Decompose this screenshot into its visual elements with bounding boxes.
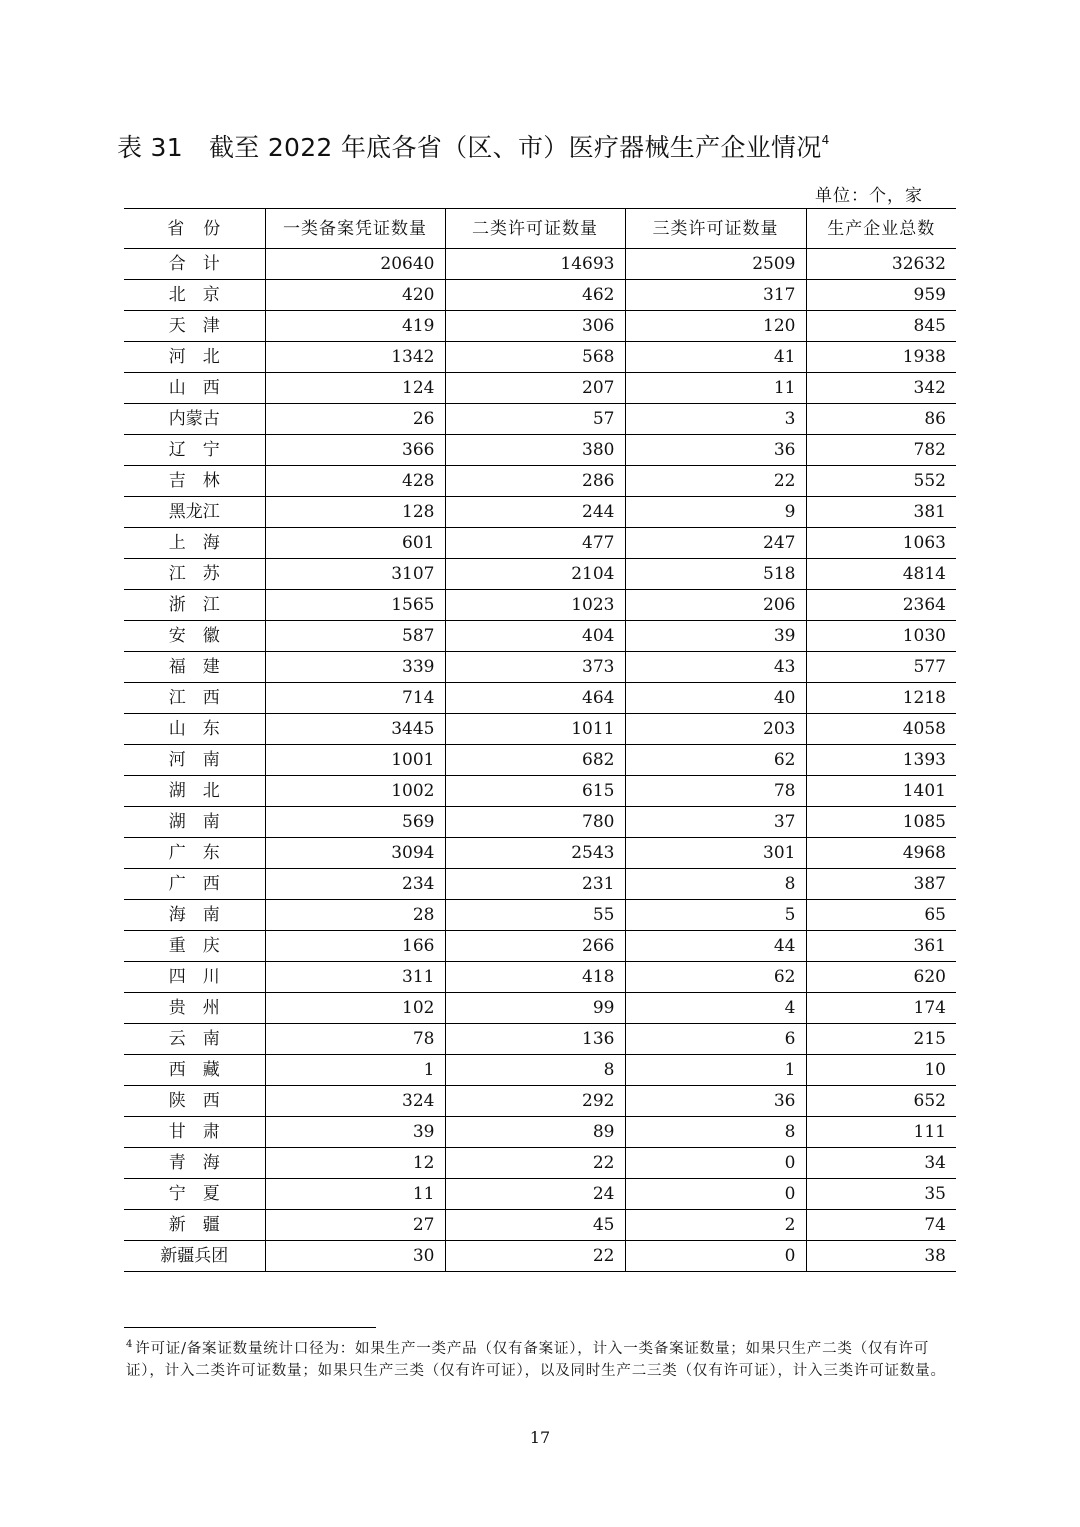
value-cell: 387 bbox=[806, 869, 956, 900]
value-cell: 174 bbox=[806, 993, 956, 1024]
value-cell: 10 bbox=[806, 1055, 956, 1086]
table-row bbox=[124, 838, 956, 869]
table-row bbox=[124, 621, 956, 652]
value-cell: 11 bbox=[625, 373, 806, 404]
value-cell: 1001 bbox=[265, 745, 445, 776]
value-cell: 37 bbox=[625, 807, 806, 838]
table-row bbox=[124, 652, 956, 683]
value-cell: 9 bbox=[625, 497, 806, 528]
table-row bbox=[124, 807, 956, 838]
value-cell: 1085 bbox=[806, 807, 956, 838]
province-cell: 贵 州 bbox=[124, 993, 265, 1024]
value-cell: 166 bbox=[265, 931, 445, 962]
value-cell: 89 bbox=[445, 1117, 625, 1148]
value-cell: 27 bbox=[265, 1210, 445, 1241]
unit-label: 单位：个，家 bbox=[815, 186, 923, 206]
table-row bbox=[124, 590, 956, 621]
table-row bbox=[124, 280, 956, 311]
value-cell: 0 bbox=[625, 1148, 806, 1179]
value-cell: 1063 bbox=[806, 528, 956, 559]
value-cell: 38 bbox=[806, 1241, 956, 1272]
value-cell: 4968 bbox=[806, 838, 956, 869]
province-cell: 山 西 bbox=[124, 373, 265, 404]
data-table bbox=[124, 208, 956, 1272]
value-cell: 1565 bbox=[265, 590, 445, 621]
table-row bbox=[124, 1210, 956, 1241]
footnote-text: 许可证/备案证数量统计口径为：如果生产一类产品（仅有备案证），计入一类备案证数量；如果只生产二类（仅有许可证），计入二类许可证数量；如果只生产三类（仅有许可证），以及同时生产二三类（仅有许可证），计入三类许可证数量。 bbox=[126, 1341, 946, 1379]
value-cell: 111 bbox=[806, 1117, 956, 1148]
table-row bbox=[124, 993, 956, 1024]
value-cell: 587 bbox=[265, 621, 445, 652]
table-title-text: 截至 2022 年底各省（区、市）医疗器械生产企业情况 bbox=[208, 133, 822, 162]
value-cell: 339 bbox=[265, 652, 445, 683]
value-cell: 57 bbox=[445, 404, 625, 435]
province-cell: 福 建 bbox=[124, 652, 265, 683]
value-cell: 1342 bbox=[265, 342, 445, 373]
table-header-row bbox=[124, 209, 956, 249]
value-cell: 0 bbox=[625, 1241, 806, 1272]
value-cell: 714 bbox=[265, 683, 445, 714]
value-cell: 32632 bbox=[806, 249, 956, 280]
value-cell: 420 bbox=[265, 280, 445, 311]
value-cell: 419 bbox=[265, 311, 445, 342]
province-cell: 甘 肃 bbox=[124, 1117, 265, 1148]
table-number: 表 31 bbox=[117, 133, 183, 162]
table-row bbox=[124, 1148, 956, 1179]
value-cell: 306 bbox=[445, 311, 625, 342]
total-row bbox=[124, 249, 956, 280]
value-cell: 30 bbox=[265, 1241, 445, 1272]
value-cell: 247 bbox=[625, 528, 806, 559]
value-cell: 342 bbox=[806, 373, 956, 404]
province-cell: 新 疆 bbox=[124, 1210, 265, 1241]
province-cell: 江 西 bbox=[124, 683, 265, 714]
value-cell: 462 bbox=[445, 280, 625, 311]
column-header: 生产企业总数 bbox=[806, 209, 956, 249]
value-cell: 4 bbox=[625, 993, 806, 1024]
province-cell: 黑龙江 bbox=[124, 497, 265, 528]
value-cell: 652 bbox=[806, 1086, 956, 1117]
province-cell: 吉 林 bbox=[124, 466, 265, 497]
column-header: 二类许可证数量 bbox=[445, 209, 625, 249]
footnote-mark: 4 bbox=[126, 1339, 134, 1350]
value-cell: 55 bbox=[445, 900, 625, 931]
value-cell: 266 bbox=[445, 931, 625, 962]
value-cell: 39 bbox=[625, 621, 806, 652]
column-header: 一类备案凭证数量 bbox=[265, 209, 445, 249]
value-cell: 6 bbox=[625, 1024, 806, 1055]
value-cell: 44 bbox=[625, 931, 806, 962]
province-cell: 四 川 bbox=[124, 962, 265, 993]
value-cell: 244 bbox=[445, 497, 625, 528]
value-cell: 8 bbox=[625, 1117, 806, 1148]
table-row bbox=[124, 962, 956, 993]
value-cell: 74 bbox=[806, 1210, 956, 1241]
table-row bbox=[124, 683, 956, 714]
value-cell: 380 bbox=[445, 435, 625, 466]
value-cell: 8 bbox=[445, 1055, 625, 1086]
value-cell: 577 bbox=[806, 652, 956, 683]
value-cell: 1030 bbox=[806, 621, 956, 652]
value-cell: 120 bbox=[625, 311, 806, 342]
table-row bbox=[124, 931, 956, 962]
value-cell: 845 bbox=[806, 311, 956, 342]
value-cell: 477 bbox=[445, 528, 625, 559]
value-cell: 24 bbox=[445, 1179, 625, 1210]
province-cell: 陕 西 bbox=[124, 1086, 265, 1117]
column-header: 三类许可证数量 bbox=[625, 209, 806, 249]
province-cell: 上 海 bbox=[124, 528, 265, 559]
value-cell: 4814 bbox=[806, 559, 956, 590]
province-cell: 浙 江 bbox=[124, 590, 265, 621]
table-row bbox=[124, 1117, 956, 1148]
value-cell: 86 bbox=[806, 404, 956, 435]
value-cell: 231 bbox=[445, 869, 625, 900]
column-header: 省 份 bbox=[124, 209, 265, 249]
value-cell: 8 bbox=[625, 869, 806, 900]
province-cell: 湖 北 bbox=[124, 776, 265, 807]
value-cell: 324 bbox=[265, 1086, 445, 1117]
value-cell: 35 bbox=[806, 1179, 956, 1210]
table-row bbox=[124, 745, 956, 776]
value-cell: 28 bbox=[265, 900, 445, 931]
value-cell: 428 bbox=[265, 466, 445, 497]
value-cell: 207 bbox=[445, 373, 625, 404]
value-cell: 5 bbox=[625, 900, 806, 931]
value-cell: 1401 bbox=[806, 776, 956, 807]
table-row bbox=[124, 1024, 956, 1055]
value-cell: 41 bbox=[625, 342, 806, 373]
value-cell: 128 bbox=[265, 497, 445, 528]
table-row bbox=[124, 466, 956, 497]
value-cell: 12 bbox=[265, 1148, 445, 1179]
value-cell: 1002 bbox=[265, 776, 445, 807]
value-cell: 36 bbox=[625, 1086, 806, 1117]
province-cell: 安 徽 bbox=[124, 621, 265, 652]
table-row bbox=[124, 1086, 956, 1117]
province-cell: 天 津 bbox=[124, 311, 265, 342]
table-row bbox=[124, 342, 956, 373]
province-cell: 宁 夏 bbox=[124, 1179, 265, 1210]
value-cell: 102 bbox=[265, 993, 445, 1024]
province-cell: 青 海 bbox=[124, 1148, 265, 1179]
province-cell: 河 北 bbox=[124, 342, 265, 373]
value-cell: 620 bbox=[806, 962, 956, 993]
value-cell: 301 bbox=[625, 838, 806, 869]
value-cell: 45 bbox=[445, 1210, 625, 1241]
province-cell: 内蒙古 bbox=[124, 404, 265, 435]
value-cell: 959 bbox=[806, 280, 956, 311]
value-cell: 601 bbox=[265, 528, 445, 559]
value-cell: 0 bbox=[625, 1179, 806, 1210]
value-cell: 366 bbox=[265, 435, 445, 466]
table-row bbox=[124, 776, 956, 807]
value-cell: 404 bbox=[445, 621, 625, 652]
value-cell: 361 bbox=[806, 931, 956, 962]
table-row bbox=[124, 900, 956, 931]
province-cell: 广 东 bbox=[124, 838, 265, 869]
table-row bbox=[124, 1055, 956, 1086]
value-cell: 1393 bbox=[806, 745, 956, 776]
value-cell: 1938 bbox=[806, 342, 956, 373]
province-cell: 江 苏 bbox=[124, 559, 265, 590]
table-title bbox=[117, 128, 830, 164]
province-cell: 重 庆 bbox=[124, 931, 265, 962]
province-cell: 云 南 bbox=[124, 1024, 265, 1055]
value-cell: 78 bbox=[265, 1024, 445, 1055]
value-cell: 11 bbox=[265, 1179, 445, 1210]
value-cell: 568 bbox=[445, 342, 625, 373]
table-row bbox=[124, 435, 956, 466]
value-cell: 3445 bbox=[265, 714, 445, 745]
table-row bbox=[124, 1241, 956, 1272]
value-cell: 65 bbox=[806, 900, 956, 931]
value-cell: 373 bbox=[445, 652, 625, 683]
table-row bbox=[124, 714, 956, 745]
value-cell: 136 bbox=[445, 1024, 625, 1055]
value-cell: 782 bbox=[806, 435, 956, 466]
value-cell: 569 bbox=[265, 807, 445, 838]
value-cell: 234 bbox=[265, 869, 445, 900]
value-cell: 2509 bbox=[625, 249, 806, 280]
value-cell: 292 bbox=[445, 1086, 625, 1117]
province-cell: 广 西 bbox=[124, 869, 265, 900]
value-cell: 20640 bbox=[265, 249, 445, 280]
province-cell: 海 南 bbox=[124, 900, 265, 931]
value-cell: 43 bbox=[625, 652, 806, 683]
value-cell: 26 bbox=[265, 404, 445, 435]
value-cell: 36 bbox=[625, 435, 806, 466]
value-cell: 22 bbox=[445, 1241, 625, 1272]
province-cell: 合 计 bbox=[124, 249, 265, 280]
province-cell: 西 藏 bbox=[124, 1055, 265, 1086]
province-cell: 河 南 bbox=[124, 745, 265, 776]
table-row bbox=[124, 373, 956, 404]
value-cell: 99 bbox=[445, 993, 625, 1024]
value-cell: 14693 bbox=[445, 249, 625, 280]
value-cell: 22 bbox=[445, 1148, 625, 1179]
province-cell: 山 东 bbox=[124, 714, 265, 745]
footnote-divider bbox=[124, 1327, 376, 1328]
value-cell: 215 bbox=[806, 1024, 956, 1055]
value-cell: 1218 bbox=[806, 683, 956, 714]
value-cell: 311 bbox=[265, 962, 445, 993]
value-cell: 317 bbox=[625, 280, 806, 311]
table-row bbox=[124, 497, 956, 528]
value-cell: 40 bbox=[625, 683, 806, 714]
value-cell: 2 bbox=[625, 1210, 806, 1241]
page-number: 17 bbox=[529, 1428, 551, 1447]
value-cell: 381 bbox=[806, 497, 956, 528]
value-cell: 464 bbox=[445, 683, 625, 714]
value-cell: 286 bbox=[445, 466, 625, 497]
value-cell: 22 bbox=[625, 466, 806, 497]
value-cell: 615 bbox=[445, 776, 625, 807]
value-cell: 62 bbox=[625, 962, 806, 993]
value-cell: 3107 bbox=[265, 559, 445, 590]
value-cell: 1 bbox=[265, 1055, 445, 1086]
province-cell: 辽 宁 bbox=[124, 435, 265, 466]
value-cell: 34 bbox=[806, 1148, 956, 1179]
value-cell: 1011 bbox=[445, 714, 625, 745]
value-cell: 203 bbox=[625, 714, 806, 745]
table-row bbox=[124, 404, 956, 435]
value-cell: 3094 bbox=[265, 838, 445, 869]
value-cell: 3 bbox=[625, 404, 806, 435]
value-cell: 124 bbox=[265, 373, 445, 404]
value-cell: 39 bbox=[265, 1117, 445, 1148]
value-cell: 552 bbox=[806, 466, 956, 497]
value-cell: 62 bbox=[625, 745, 806, 776]
table-row bbox=[124, 559, 956, 590]
table-body bbox=[124, 249, 956, 1272]
value-cell: 2543 bbox=[445, 838, 625, 869]
value-cell: 206 bbox=[625, 590, 806, 621]
table-row bbox=[124, 1179, 956, 1210]
value-cell: 2364 bbox=[806, 590, 956, 621]
value-cell: 78 bbox=[625, 776, 806, 807]
province-cell: 新疆兵团 bbox=[124, 1241, 265, 1272]
province-cell: 北 京 bbox=[124, 280, 265, 311]
table-row bbox=[124, 869, 956, 900]
value-cell: 518 bbox=[625, 559, 806, 590]
table-row bbox=[124, 311, 956, 342]
value-cell: 780 bbox=[445, 807, 625, 838]
province-cell: 湖 南 bbox=[124, 807, 265, 838]
value-cell: 4058 bbox=[806, 714, 956, 745]
value-cell: 418 bbox=[445, 962, 625, 993]
value-cell: 1023 bbox=[445, 590, 625, 621]
footnote-reference: 4 bbox=[821, 133, 830, 147]
footnote bbox=[126, 1334, 952, 1382]
value-cell: 682 bbox=[445, 745, 625, 776]
table-row bbox=[124, 528, 956, 559]
value-cell: 1 bbox=[625, 1055, 806, 1086]
value-cell: 2104 bbox=[445, 559, 625, 590]
